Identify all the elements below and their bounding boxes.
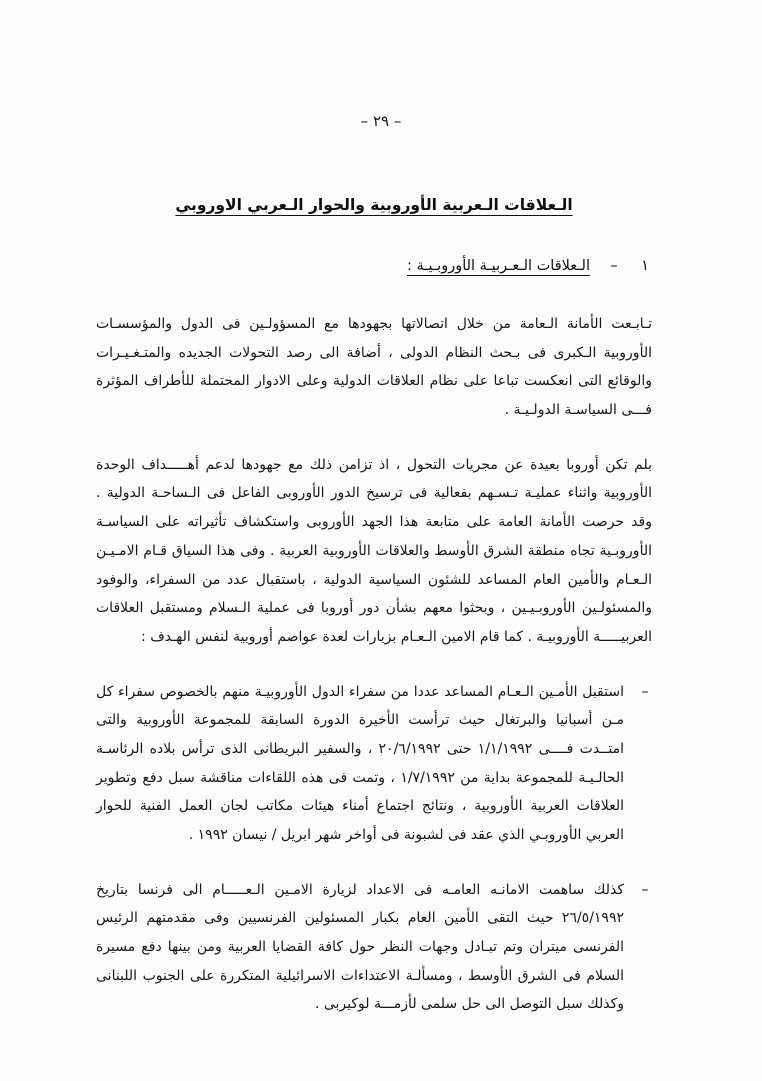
- paragraph: كذلك ساهمت الامانـه العامـه فى الاعداد لزيارة الامـين الـعـــــام الى فرنسا بتاريخ ٢٦/٥/١٩٩٢ حيث التقى الأمين العام بكبار المسئولين الفرنسيين وفى مقدمتهم الرئيس الفرنسى ميتران وتم تبـادل وجهات النظر حول كافة القضايا العربية ومن بينها دفع مسيرة السلام فى الشرق الأوسط ، ومسألـة الاعتداءات الاسرائيلية المتكررة على الجنوب اللبنانى وكذلك سبل التوصل الى حل سلمى لأزمـــة لوكيربى .: [96, 881, 624, 1013]
- dash-bullet-icon: –: [641, 881, 649, 898]
- paragraph: بلم تكن أوروبا بعيدة عن مجريات التحول ، اذ تزامن ذلك مع جهودها لدعم أهـــــداف الوحدة الأوروبية واثناء عمليـة تـسـهم بفعالية فى ترسيخ الدور الأوروبى الفاعل فى الـساحـة الدولية . وقد حرصت الأمانة العامة على متابعة هذا الجهد الأوروبى واستكشاف تأثيراته على السياسـة الأوروبـية تجاه منطقة الشرق الأوسط والعلاقات الأوروبية العربية . وفى هذا السياق قـام الامـيـن الـعـام والأمين العام المساعد للشئون السياسية الدولية ، باستقبال عدد من السفراء، والوفود والمسئولـين الأوروبـيـين ، وبحثوا معهم بشأن دور أوروبا فى عملية الـسلام ومستقبل العلاقات العربيـــــة الأوروبيـة . كما قام الامين الـعـام بزيارات لعدة عواصم أوروبية لنفس الهـدف :: [96, 456, 652, 645]
- page-number: – ٢٩ –: [360, 112, 402, 130]
- paragraph: تـابـعت الأمانة الـعامة من خلال اتصالاتها بجهودها مع المسؤولـين فى الدول والمؤسسـات الأوروبية الـكبرى فى بـحث النظام الدولى ، أضافة الى رصد التحولات الجديده والمتـغـيـرات والوقائع التى انعكست تباعا على نظام العلاقات الدولية وعلى الادوار المحتملة للأطراف المؤثرة فـــى السياسـة الدولـيـة .: [96, 316, 652, 419]
- section-number: ١: [641, 258, 649, 274]
- dash-bullet-icon: –: [641, 683, 649, 700]
- section-heading: [96, 258, 652, 274]
- section-label: الـعلاقات الـعـربيـة الأوروبـيـة :: [407, 258, 590, 274]
- section-dash: –: [610, 258, 618, 274]
- page-title: الـعلاقات الـعربية الأوروبية والحوار الـعربي الاوروبي: [175, 196, 573, 214]
- bulleted-paragraph: [96, 678, 652, 850]
- bulleted-paragraph: [96, 876, 652, 1019]
- document-content: [96, 196, 652, 1045]
- paragraph: استقبل الأمـين الـعـام المساعد عددا من سفراء الدول الأوروبيـة منهم بالخصوص سفراء كل مـن أسبانيا والبرتغال حيث ترأست الأخيرة الدورة السابقة للمجموعة الأوروبية والتى امتــدت فــــى ١/١/١٩٩٢ حتى ٢٠/٦/١٩٩٢ ، والسفير البريطانى الذى ترأس بلاده الرئاسـة الحالـيـة للمجموعة بداية من ١/٧/١٩٩٢ ، وتمت فى هذه اللقاءات مناقشة سبل دفع وتطوير العلاقات العربية الأوروبية ، ونتائج اجتماع أمناء هيئات مكاتب لجان العمل الفنية للحوار العربي الأوروبـي الذي عقد فى لشبونة فى أواخر شهر ابريل / نيسان ١٩٩٢ .: [96, 683, 624, 843]
